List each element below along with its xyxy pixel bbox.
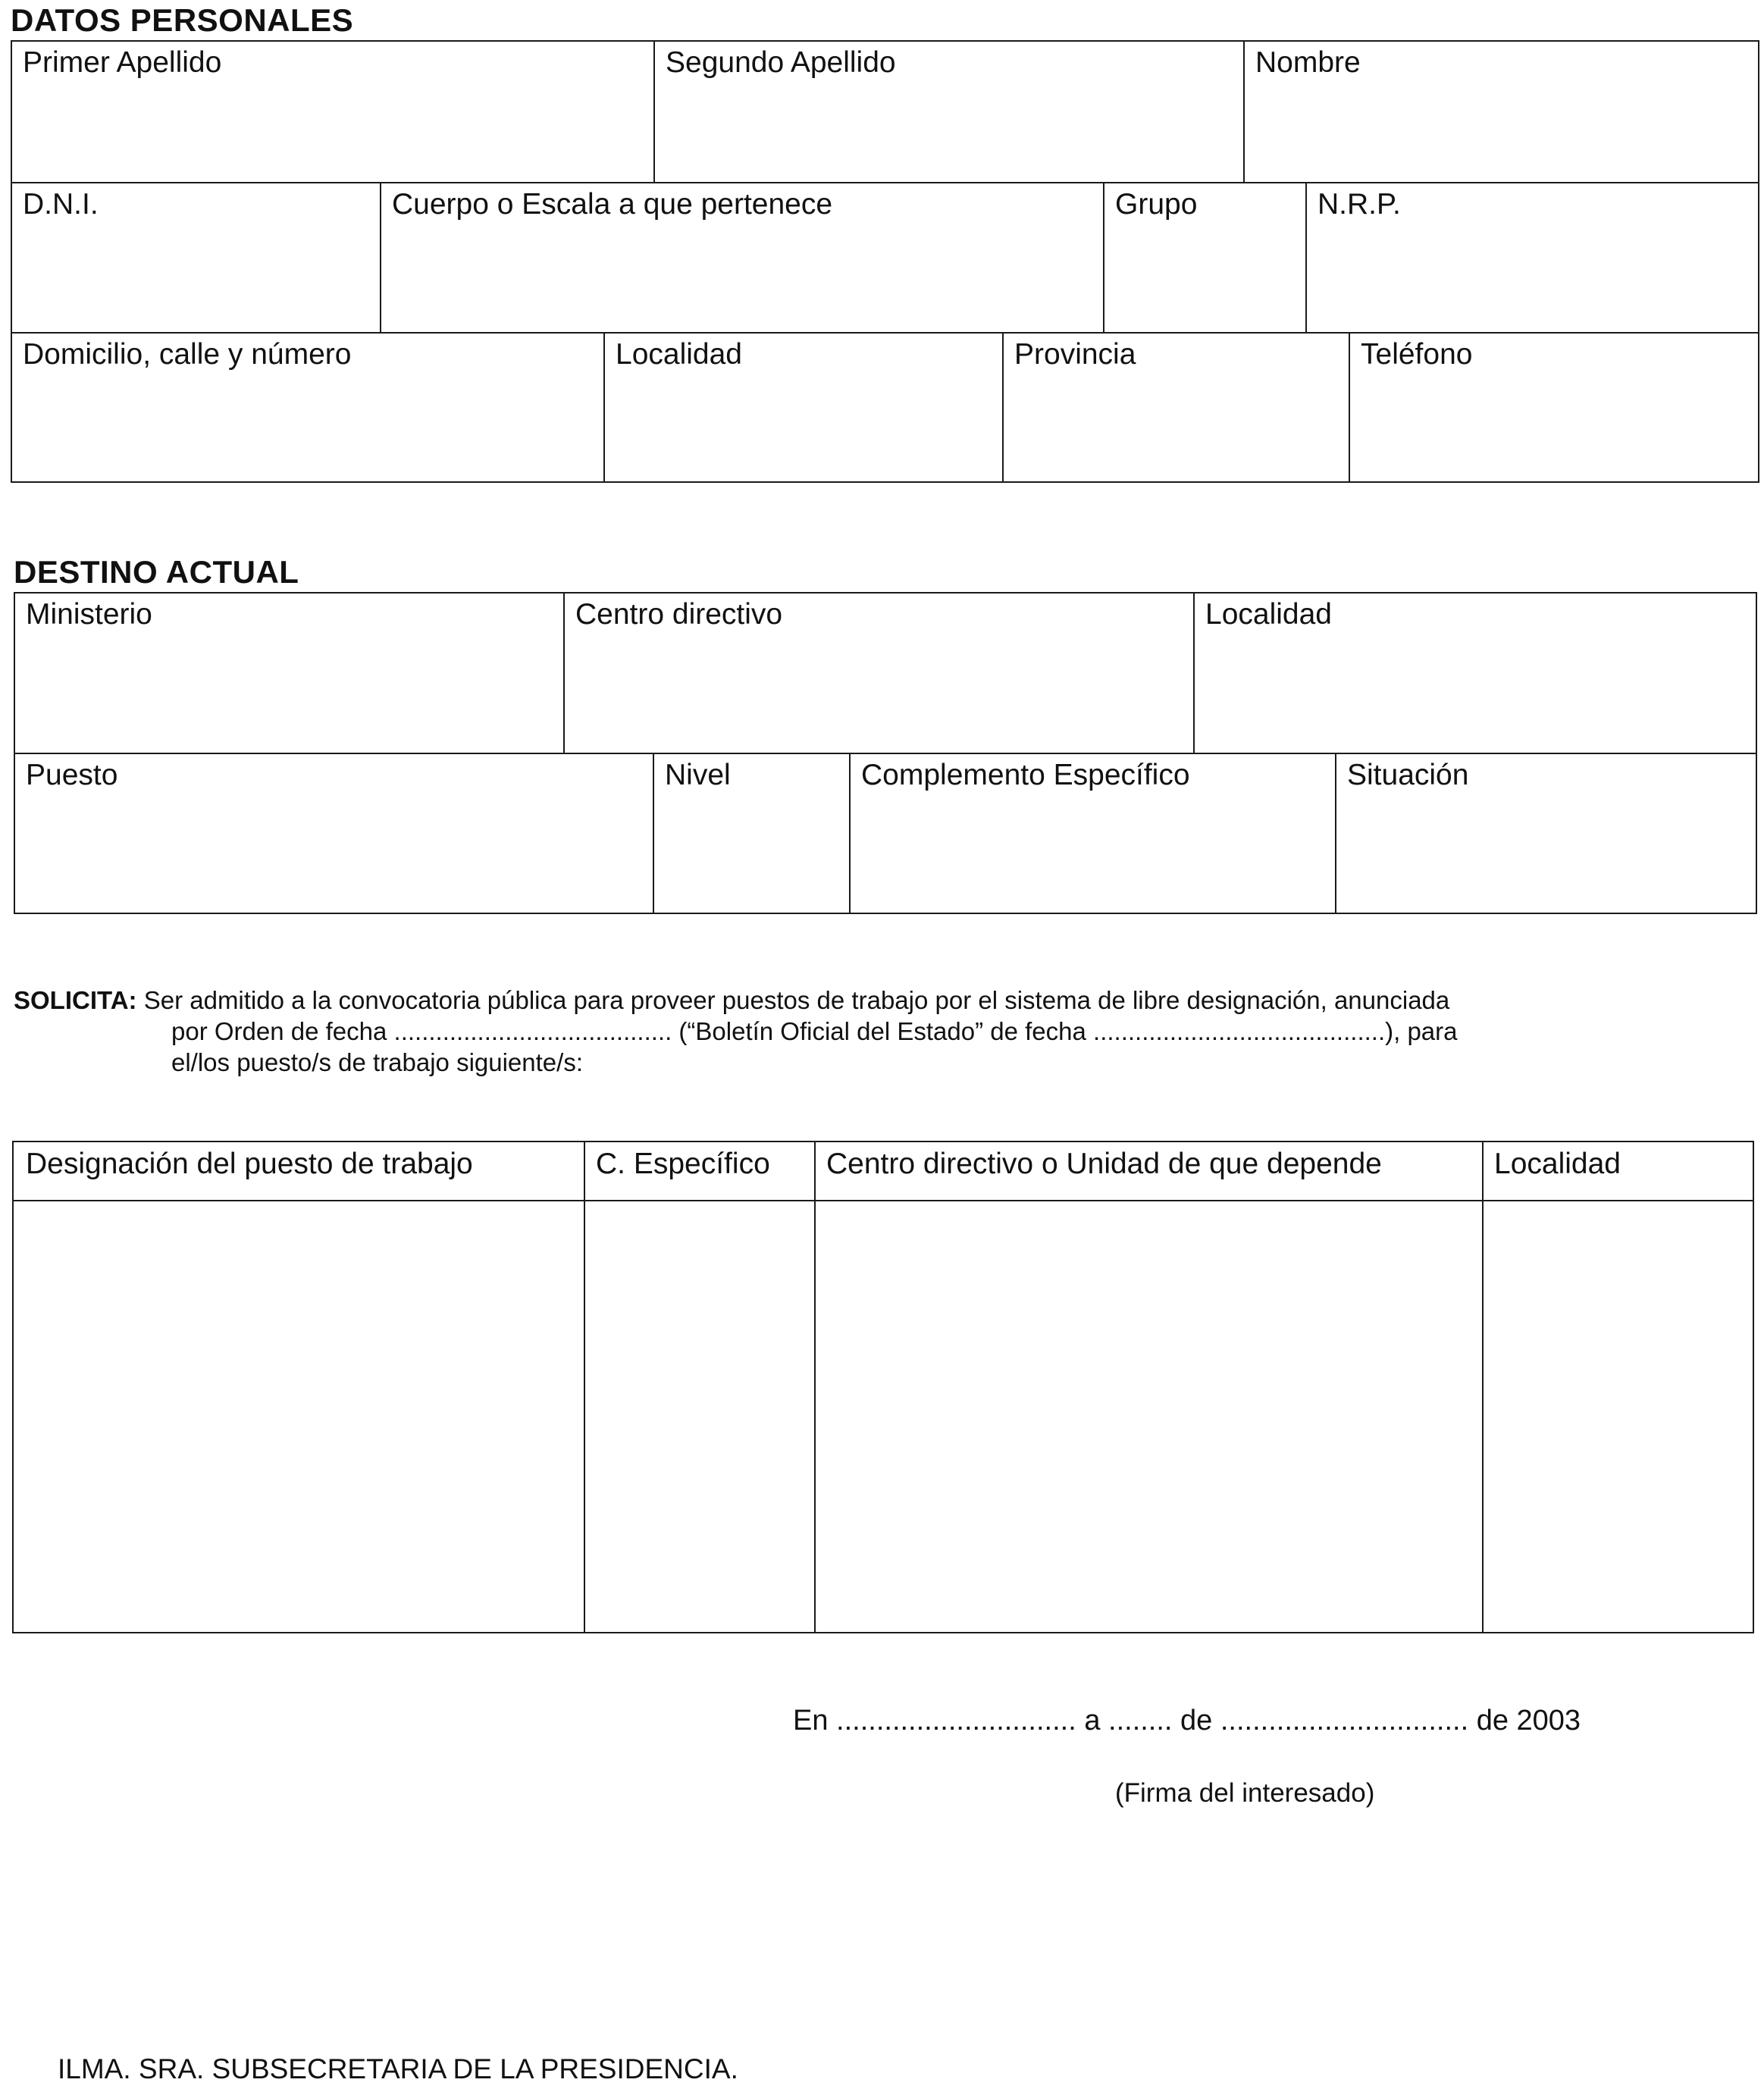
cuerpo-escala-label: Cuerpo o Escala a que pertenece <box>392 188 833 221</box>
localidad-field[interactable] <box>603 332 1004 483</box>
destino-localidad-field[interactable] <box>1193 592 1757 754</box>
ministerio-field[interactable] <box>14 592 565 754</box>
domicilio-field[interactable] <box>11 332 605 483</box>
grupo-field[interactable] <box>1103 182 1307 334</box>
solicita-line-1-text: Ser admitido a la convocatoria pública para proveer puestos de trabajo por el sistema de libre designación, anunciada <box>143 986 1450 1014</box>
complemento-especifico-field[interactable] <box>849 753 1336 914</box>
puestos-header-localidad: Localidad <box>1494 1148 1621 1180</box>
solicita-label: SOLICITA: <box>14 986 137 1014</box>
solicita-line-2: por Orden de fecha ........................................ (“Boletín Oficial del Estado” de fecha ..........................................), para <box>171 1017 1458 1045</box>
puestos-cell-centro-directivo[interactable] <box>816 1201 1482 1632</box>
complemento-especifico-label: Complemento Específico <box>861 759 1190 791</box>
telefono-field[interactable] <box>1349 332 1759 483</box>
dni-field[interactable] <box>11 182 381 334</box>
puestos-cell-designacion[interactable] <box>14 1201 584 1632</box>
centro-directivo-label: Centro directivo <box>575 598 783 631</box>
destino-localidad-label: Localidad <box>1205 598 1332 631</box>
provincia-field[interactable] <box>1002 332 1350 483</box>
segundo-apellido-field[interactable] <box>653 40 1245 183</box>
dni-label: D.N.I. <box>23 188 99 221</box>
destino-actual-title: DESTINO ACTUAL <box>14 554 299 590</box>
puesto-field[interactable] <box>14 753 654 914</box>
nombre-label: Nombre <box>1255 46 1361 79</box>
cuerpo-escala-field[interactable] <box>380 182 1104 334</box>
solicita-line-1 <box>14 985 1449 1016</box>
primer-apellido-field[interactable] <box>11 40 655 183</box>
puestos-header-designacion: Designación del puesto de trabajo <box>26 1148 473 1180</box>
telefono-label: Teléfono <box>1361 338 1473 371</box>
date-line: En .............................. a ........ de ............................... de 2003 <box>793 1705 1581 1737</box>
provincia-label: Provincia <box>1014 338 1136 371</box>
ministerio-label: Ministerio <box>26 598 152 631</box>
destinatario: ILMA. SRA. SUBSECRETARIA DE LA PRESIDENCIA. <box>58 2053 738 2084</box>
puestos-cell-c-especifico[interactable] <box>585 1201 814 1632</box>
nrp-label: N.R.P. <box>1318 188 1401 221</box>
grupo-label: Grupo <box>1115 188 1198 221</box>
puestos-header-c-especifico: C. Específico <box>596 1148 770 1180</box>
nombre-field[interactable] <box>1243 40 1759 183</box>
situacion-field[interactable] <box>1335 753 1757 914</box>
localidad-label: Localidad <box>616 338 742 371</box>
puesto-label: Puesto <box>26 759 118 791</box>
puestos-header-centro-directivo: Centro directivo o Unidad de que depende <box>826 1148 1382 1180</box>
nivel-field[interactable] <box>653 753 851 914</box>
signature-label: (Firma del interesado) <box>1115 1778 1375 1808</box>
nrp-field[interactable] <box>1305 182 1759 334</box>
centro-directivo-field[interactable] <box>563 592 1195 754</box>
puestos-cell-localidad[interactable] <box>1484 1201 1753 1632</box>
datos-personales-title: DATOS PERSONALES <box>11 2 354 38</box>
domicilio-label: Domicilio, calle y número <box>23 338 352 371</box>
situacion-label: Situación <box>1347 759 1469 791</box>
solicita-line-3: el/los puesto/s de trabajo siguiente/s: <box>171 1048 584 1076</box>
segundo-apellido-label: Segundo Apellido <box>666 46 896 79</box>
primer-apellido-label: Primer Apellido <box>23 46 222 79</box>
nivel-label: Nivel <box>665 759 731 791</box>
